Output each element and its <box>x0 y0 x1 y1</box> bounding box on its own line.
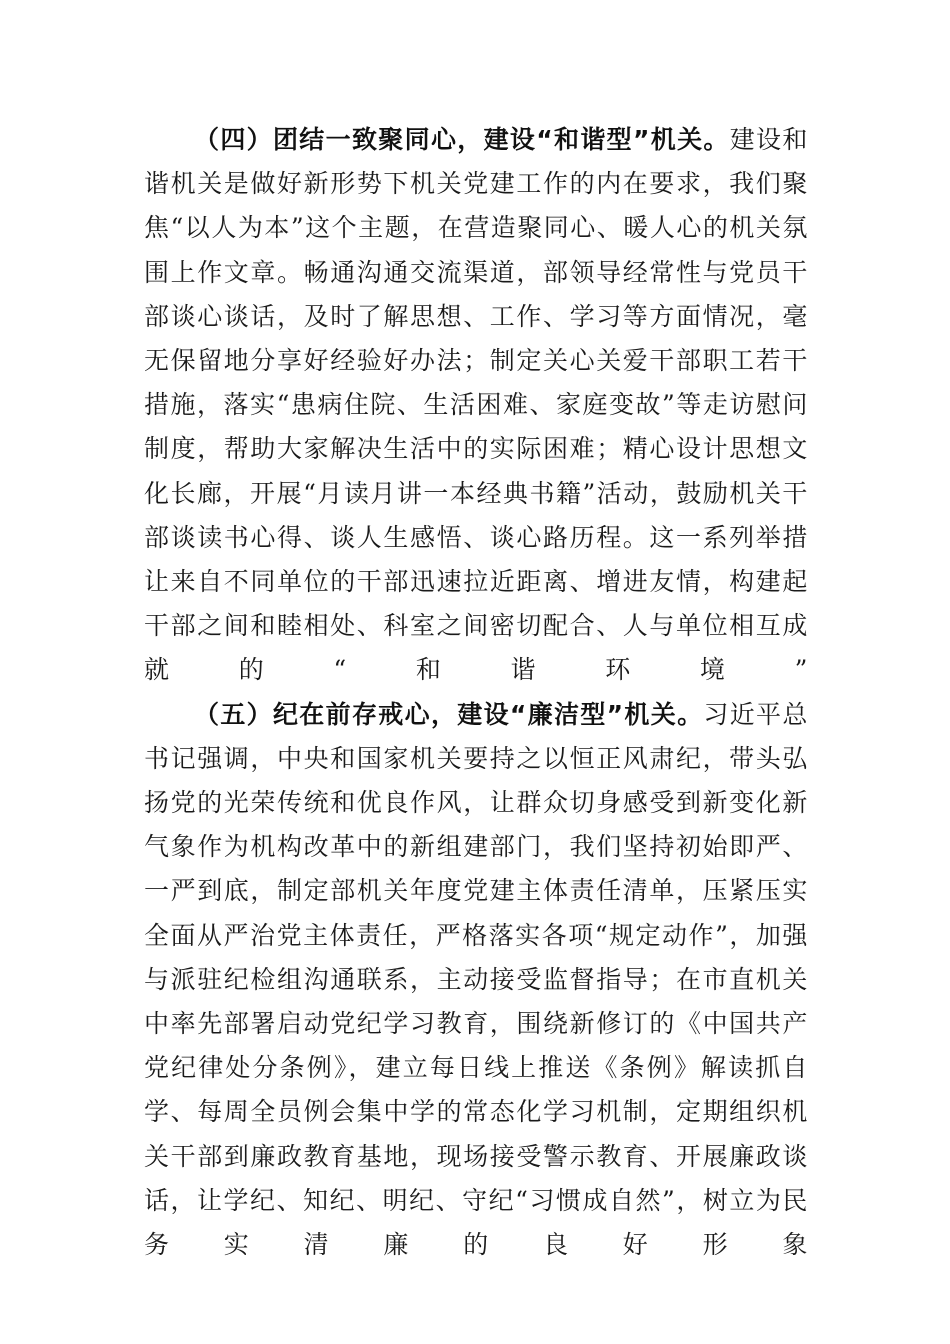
paragraph-heading: （四）团结一致聚同心，建设“和谐型”机关。 <box>194 125 730 154</box>
paragraph-harmonious-organ <box>144 118 808 693</box>
document-body <box>144 118 808 1267</box>
paragraph-heading: （五）纪在前存戒心，建设“廉洁型”机关。 <box>194 699 704 729</box>
paragraph-text: 习近平总书记强调，中央和国家机关要持之以恒正风肃纪，带头弘扬党的光荣传统和优良作风，让群众切身感受到新变化新气象作为机构改革中的新组建部门，我们坚持初始即严、一严到底，制定部机关年度党建主体责任清单，压紧压实全面从严治党主体责任，严格落实各项“规定动作”，加强与派驻纪检组沟通联系，主动接受监督指导；在市直机关中率先部署启动党纪学习教育，围绕新修订的《中国共产党纪律处分条例》，建立每日线上推送《条例》解读抓自学、每周全员例会集中学的常态化学习机制，定期组织机关干部到廉政教育基地，现场接受警示教育、开展廉政谈话，让学纪、知纪、明纪、守纪“习惯成自然”，树立为民务实清廉的良好形象 <box>144 699 808 1260</box>
paragraph-clean-organ <box>144 693 808 1268</box>
paragraph-text: 建设和谐机关是做好新形势下机关党建工作的内在要求，我们聚焦“以人为本”这个主题，在营造聚同心、暖人心的机关氛围上作文章。畅通沟通交流渠道，部领导经常性与党员干部谈心谈话，及时了解思想、工作、学习等方面情况，毫无保留地分享好经验好办法；制定关心关爱干部职工若干措施，落实“患病住院、生活困难、家庭变故”等走访慰问制度，帮助大家解决生活中的实际困难；精心设计思想文化长廊，开展“月读月讲一本经典书籍”活动，鼓励机关干部谈读书心得、谈人生感悟、谈心路历程。这一系列举措让来自不同单位的干部迅速拉近距离、增进友情，构建起干部之间和睦相处、科室之间密切配合、人与单位相互成就的“和谐环境” <box>144 125 808 685</box>
